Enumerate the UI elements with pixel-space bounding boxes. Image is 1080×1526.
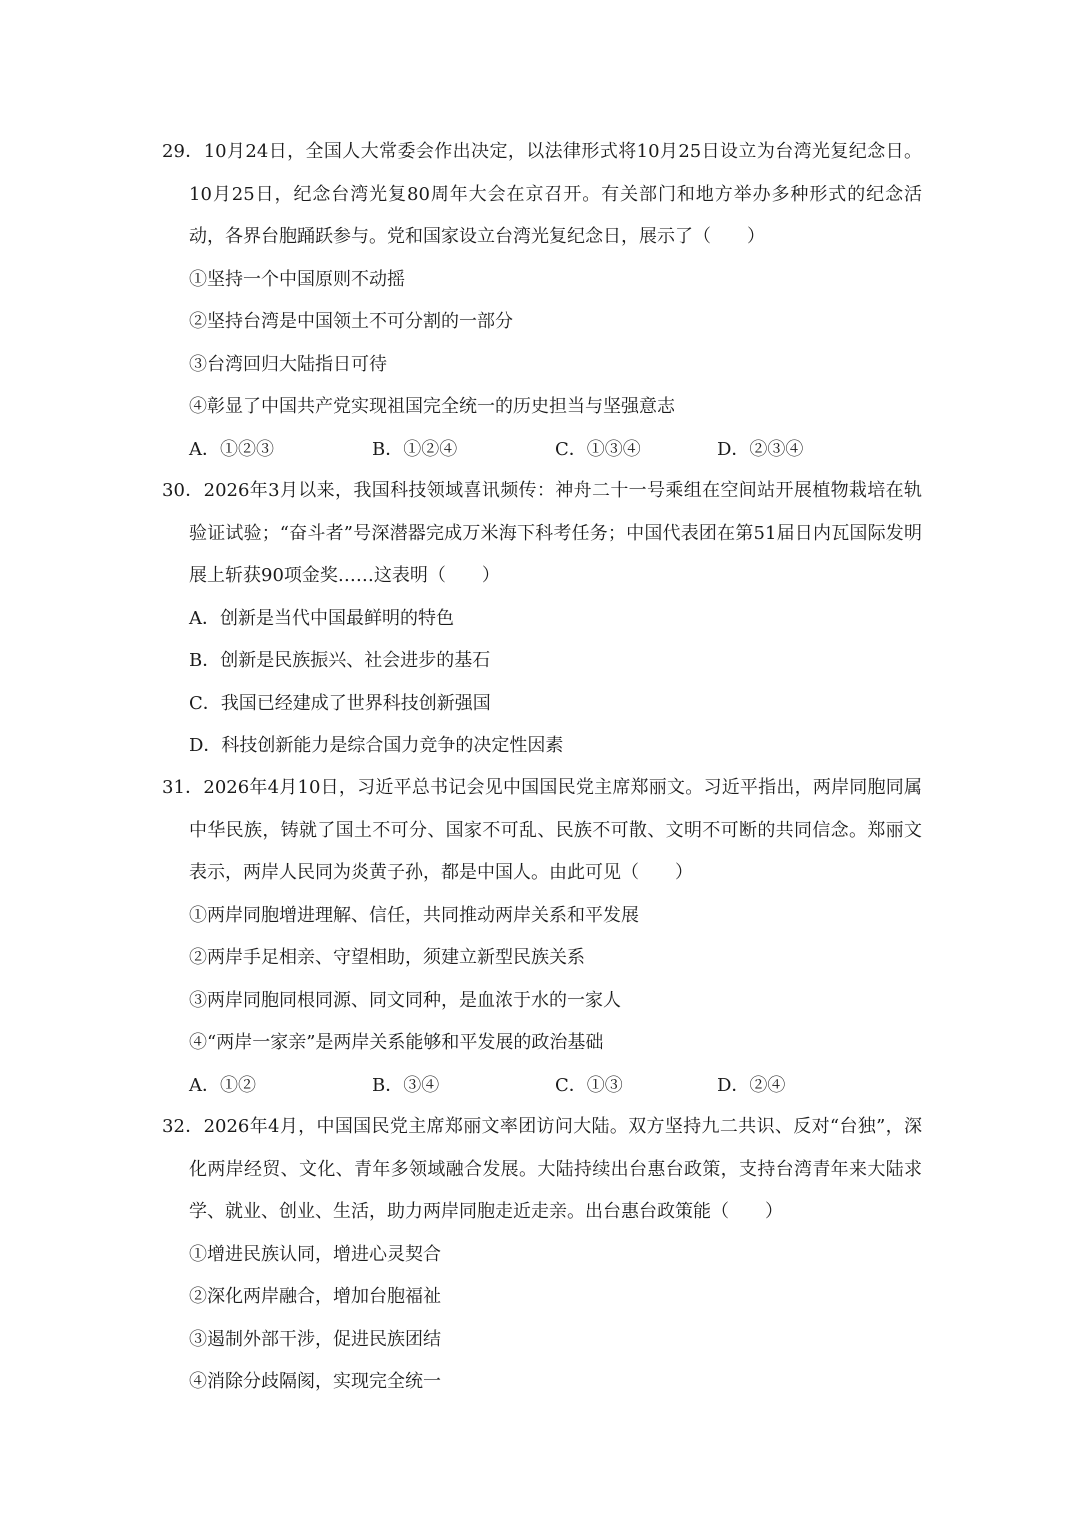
choice-b: B．①②④ bbox=[372, 438, 458, 460]
question-29 bbox=[162, 131, 922, 471]
option-b: B．创新是民族振兴、社会进步的基石 bbox=[189, 650, 491, 671]
answer-choices bbox=[162, 429, 922, 472]
question-stem: 31．2026年4月10日，习近平总书记会见中国国民党主席郑丽文。习近平指出，两岸同胞同属中华民族，铸就了国土不可分、国家不可乱、民族不可散、文明不可断的共同信念。郑丽文表示，两岸人民同为炎黄子孙，都是中国人。由此可见（ ） bbox=[162, 777, 922, 883]
question-32 bbox=[162, 1106, 922, 1404]
answer-choices bbox=[162, 1065, 922, 1108]
choice-a: A．①②③ bbox=[189, 438, 274, 460]
option-c: C．我国已经建成了世界科技创新强国 bbox=[189, 692, 491, 714]
statement-item: ④彰显了中国共产党实现祖国完全统一的历史担当与坚强意志 bbox=[189, 396, 675, 417]
statement-item: ①两岸同胞增进理解、信任，共同推动两岸关系和平发展 bbox=[189, 904, 639, 926]
choice-b: B．③④ bbox=[372, 1074, 440, 1096]
choice-d: D．②③④ bbox=[717, 438, 804, 460]
statement-item: ③遏制外部干涉，促进民族团结 bbox=[189, 1328, 441, 1350]
statement-item: ②坚持台湾是中国领土不可分割的一部分 bbox=[189, 311, 513, 332]
choice-d: D．②④ bbox=[717, 1074, 786, 1096]
question-stem: 29．10月24日，全国人大常委会作出决定，以法律形式将10月25日设立为台湾光复纪念日。10月25日，纪念台湾光复80周年大会在京召开。有关部门和地方举办多种形式的纪念活动，各界台胞踊跃参与。党和国家设立台湾光复纪念日，展示了（ ） bbox=[162, 141, 922, 247]
choice-c: C．①③ bbox=[555, 1074, 623, 1096]
statement-item: ②深化两岸融合，增加台胞福祉 bbox=[189, 1286, 441, 1307]
statement-item: ②两岸手足相亲、守望相助，须建立新型民族关系 bbox=[189, 947, 585, 968]
question-30 bbox=[162, 470, 922, 768]
statement-item: ④“两岸一家亲”是两岸关系能够和平发展的政治基础 bbox=[189, 1032, 604, 1053]
statement-item: ①坚持一个中国原则不动摇 bbox=[189, 268, 405, 290]
choice-a: A．①② bbox=[189, 1074, 256, 1096]
statement-item: ①增进民族认同，增进心灵契合 bbox=[189, 1243, 441, 1265]
statement-item: ③两岸同胞同根同源、同文同种，是血浓于水的一家人 bbox=[189, 989, 621, 1011]
question-stem: 32．2026年4月，中国国民党主席郑丽文率团访问大陆。双方坚持九二共识、反对“台独”，深化两岸经贸、文化、青年多领域融合发展。大陆持续出台惠台政策，支持台湾青年来大陆求学、就业、创业、生活，助力两岸同胞走近走亲。出台惠台政策能（ ） bbox=[162, 1116, 922, 1222]
option-d: D．科技创新能力是综合国力竞争的决定性因素 bbox=[189, 735, 564, 756]
choice-c: C．①③④ bbox=[555, 438, 641, 460]
statement-item: ③台湾回归大陆指日可待 bbox=[189, 353, 387, 375]
question-stem: 30．2026年3月以来，我国科技领域喜讯频传：神舟二十一号乘组在空间站开展植物栽培在轨验证试验；“奋斗者”号深潜器完成万米海下科考任务；中国代表团在第51届日内瓦国际发明展上斩获90项金奖……这表明（ ） bbox=[162, 480, 922, 586]
statement-item: ④消除分歧隔阂，实现完全统一 bbox=[189, 1371, 441, 1392]
question-31 bbox=[162, 767, 922, 1107]
option-a: A．创新是当代中国最鲜明的特色 bbox=[189, 607, 454, 629]
